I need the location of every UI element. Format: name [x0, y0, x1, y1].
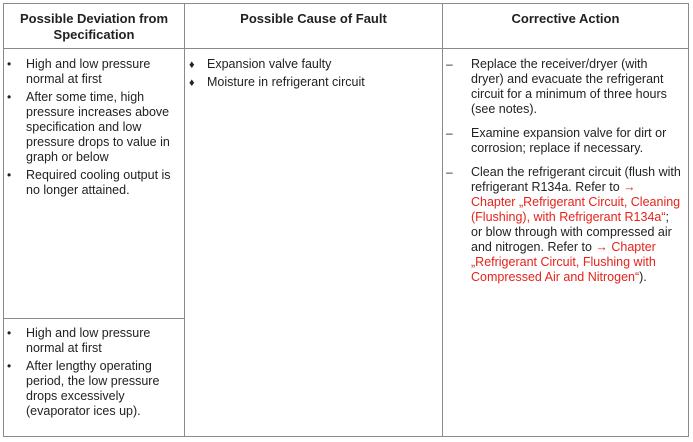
list-item: ♦ Expansion valve faulty: [189, 57, 332, 71]
list-item: • After some time, high pressure increases above specification and low pressure drops to value in graph or below: [7, 90, 170, 164]
dash-icon: –: [446, 126, 453, 140]
list-item: – Clean the refrigerant circuit (flush with refrigerant R134a. Refer to → Chapter „Refrigerant Circuit, Cleaning (Flushing), with Refrigerant R134a“; or blow through with compressed air and nitrogen. Refer to → Chapter „Refrigerant Circuit, Flushing with Compressed Air and Nitrogen“).: [446, 165, 681, 284]
deviation-cell-2: [4, 326, 182, 422]
list-item: ♦ Moisture in refrigerant circuit: [189, 75, 365, 89]
dash-icon: –: [446, 165, 453, 179]
list-item: • Required cooling output is no longer attained.: [7, 168, 171, 197]
list-item: – Examine expansion valve for dirt or corrosion; replace if necessary.: [446, 126, 667, 155]
row-divider: [4, 318, 184, 319]
diamond-icon: ♦: [189, 77, 195, 89]
list-item: • After lengthy operating period, the low pressure drops excessively (evaporator ices up).: [7, 359, 160, 418]
fault-table: [3, 3, 689, 437]
bullet-icon: •: [7, 326, 12, 340]
bullet-icon: •: [7, 168, 12, 182]
action-cell: [443, 57, 688, 294]
chapter-link-flushing-air-nitrogen[interactable]: → Chapter „Refrigerant Circuit, Flushing with Compressed Air and Nitrogen“: [471, 240, 656, 284]
diamond-icon: ♦: [189, 59, 195, 71]
bullet-icon: •: [7, 359, 12, 373]
list-item: • High and low pressure normal at first: [7, 57, 151, 86]
chapter-link-flushing-r134a[interactable]: → Chapter „Refrigerant Circuit, Cleaning (Flushing), with Refrigerant R134a“: [471, 180, 681, 224]
header-action: Corrective Action: [511, 11, 620, 26]
header-cause: Possible Cause of Fault: [240, 11, 387, 26]
dash-icon: –: [446, 57, 453, 71]
bullet-icon: •: [7, 57, 12, 71]
list-item: – Replace the receiver/dryer (with dryer) and evacuate the refrigerant circuit for a minimum of three hours (see notes).: [446, 57, 667, 116]
cause-cell: [185, 57, 441, 93]
header-divider: [4, 48, 688, 49]
deviation-cell-1: [4, 57, 182, 201]
bullet-icon: •: [7, 90, 12, 104]
header-deviation: Possible Deviation from Specification: [19, 11, 169, 42]
list-item: • High and low pressure normal at first: [7, 326, 151, 355]
